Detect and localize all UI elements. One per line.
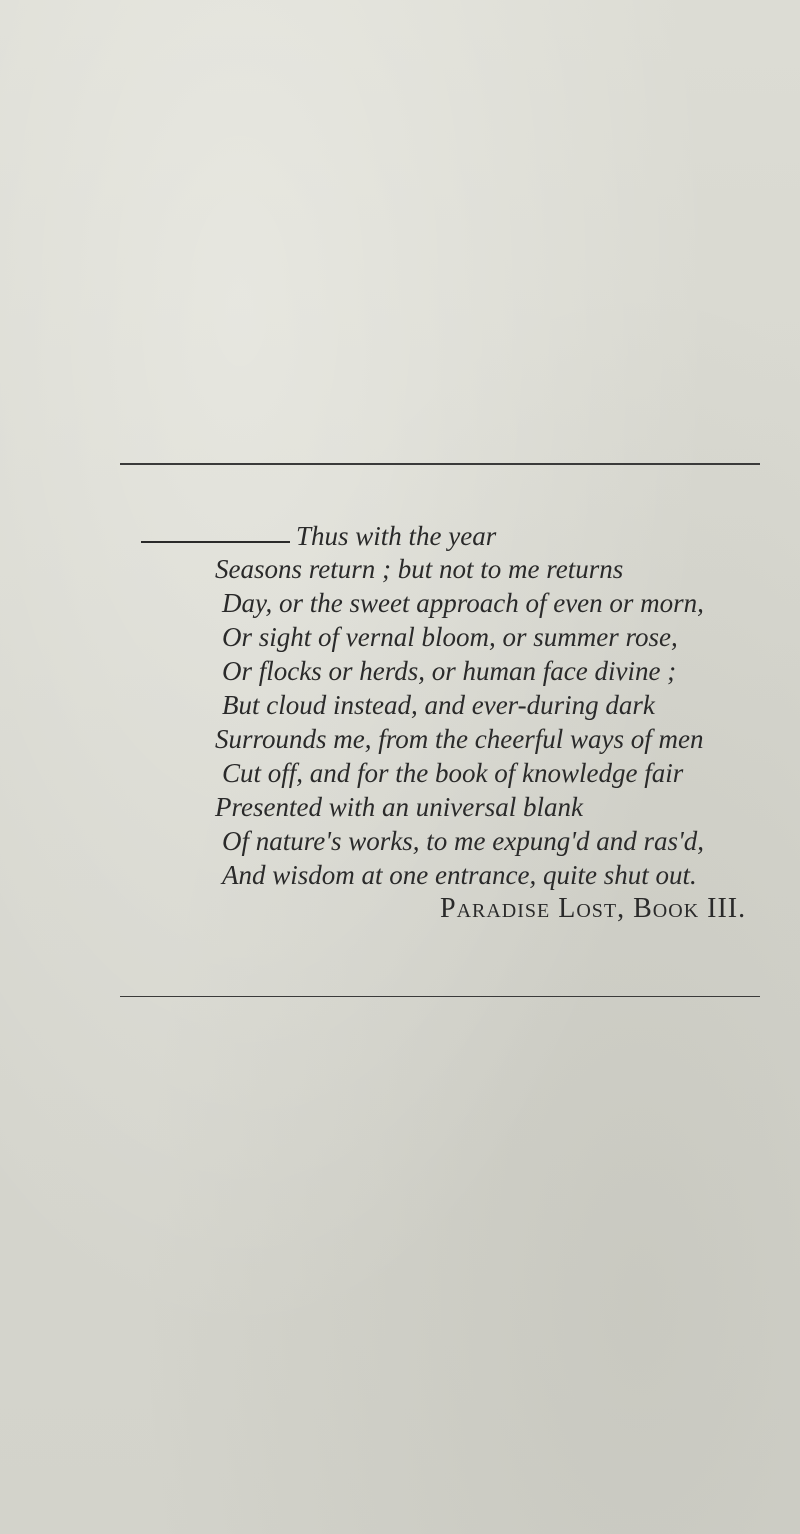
epigraph-line-9: Presented with an universal blank bbox=[215, 792, 583, 822]
epigraph-line-10: Of nature's works, to me expung'd and ras'd, bbox=[222, 826, 705, 856]
epigraph-line-11: And wisdom at one entrance, quite shut out. bbox=[222, 860, 697, 890]
epigraph-source: Paradise Lost, Book III. bbox=[440, 893, 747, 924]
epigraph-line-7: Surrounds me, from the cheerful ways of men bbox=[215, 724, 704, 754]
epigraph-line-3: Day, or the sweet approach of even or morn, bbox=[222, 588, 704, 618]
bottom-rule bbox=[120, 996, 760, 997]
epigraph-line-2: Seasons return ; but not to me returns bbox=[215, 554, 624, 584]
epigraph-line-4: Or sight of vernal bloom, or summer rose, bbox=[222, 622, 678, 652]
top-rule bbox=[120, 463, 760, 465]
epigraph-line-5: Or flocks or herds, or human face divine ; bbox=[222, 656, 677, 686]
epigraph-line-6: But cloud instead, and ever-during dark bbox=[222, 690, 655, 720]
epigraph-line-1: Thus with the year bbox=[296, 521, 497, 551]
leading-dash bbox=[141, 541, 290, 543]
epigraph-line-8: Cut off, and for the book of knowledge fair bbox=[222, 758, 684, 788]
